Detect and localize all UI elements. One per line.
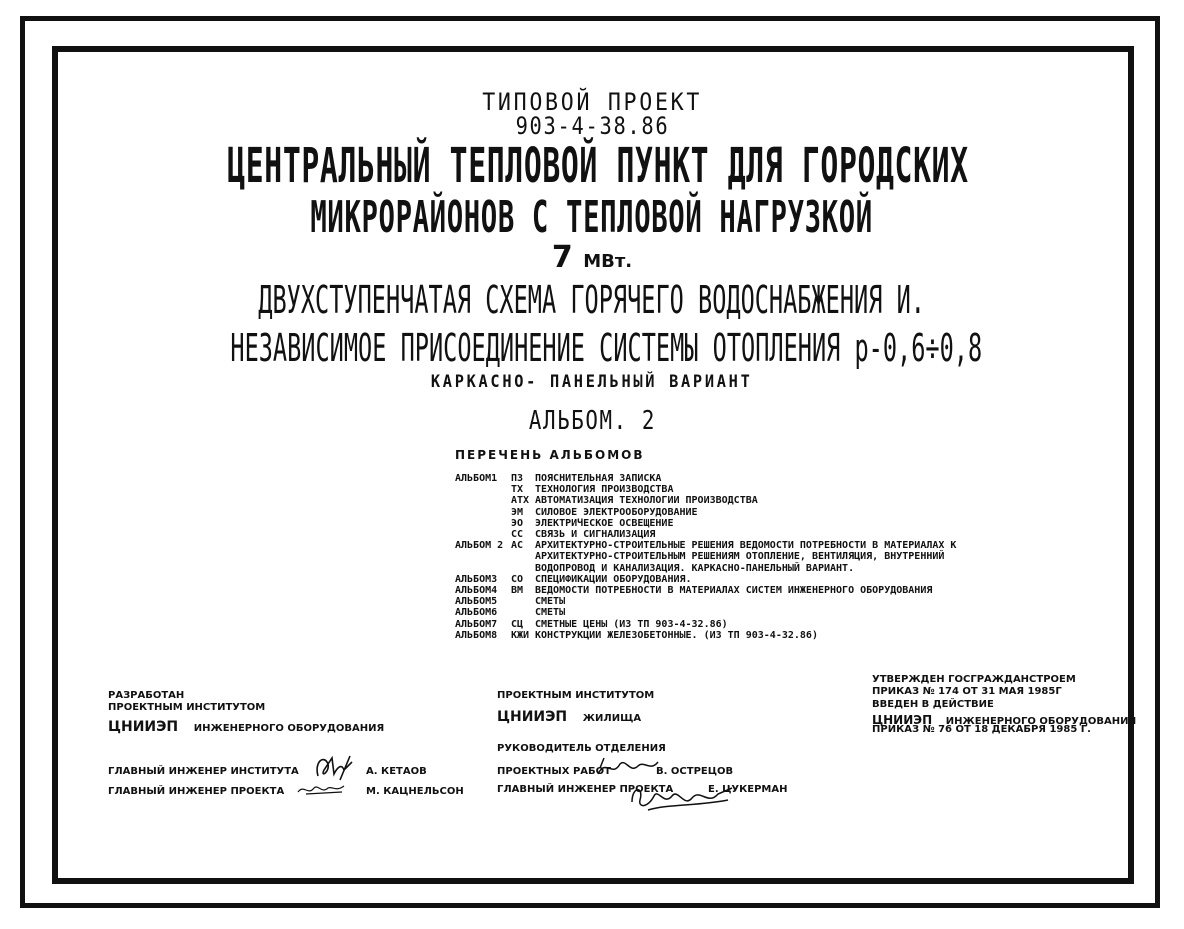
contents-album: АЛЬБОМ8 <box>455 629 498 641</box>
contents-code <box>511 596 535 607</box>
power-value: 7 <box>551 240 573 275</box>
contents-code: ЭО <box>511 517 524 529</box>
contents-album <box>455 563 511 574</box>
contents-code <box>511 607 535 618</box>
contents-text: СИЛОВОЕ ЭЛЕКТРООБОРУДОВАНИЕ <box>535 506 698 518</box>
power-unit: МВт. <box>583 251 633 272</box>
contents-album <box>455 551 511 562</box>
contents-row <box>455 630 956 641</box>
contents-album: АЛЬБОМ7 <box>455 618 498 630</box>
contents-text: СМЕТЫ <box>535 607 566 619</box>
contents-text: ВОДОПРОВОД И КАНАЛИЗАЦИЯ. КАРКАСНО-ПАНЕЛЬНЫЙ ВАРИАНТ. <box>535 562 855 574</box>
contents-row <box>455 574 956 585</box>
contents-row <box>455 585 956 596</box>
contents-code: СО <box>511 573 524 585</box>
contents-code: АС <box>511 540 524 552</box>
contents-text: СМЕТЫ <box>535 596 566 608</box>
contents-text: СПЕЦИФИКАЦИИ ОБОРУДОВАНИЯ. <box>535 573 692 585</box>
contents-code <box>511 563 535 574</box>
sign2-role: ГЛАВНЫЙ ИНЖЕНЕР ПРОЕКТА <box>108 786 285 797</box>
contents-code: КЖИ <box>511 629 530 641</box>
contents-album: АЛЬБОМ 2 <box>455 540 504 552</box>
contents-row <box>455 596 956 607</box>
approval-org-rest: ИНЖЕНЕРНОГО ОБОРУДОВАНИЯ <box>945 716 1137 727</box>
codev-head-label: РУКОВОДИТЕЛЬ ОТДЕЛЕНИЯ <box>497 743 666 754</box>
approval-line-3: ВВЕДЕН В ДЕЙСТВИЕ <box>872 699 994 710</box>
sign2-name: М. КАЦНЕЛЬСОН <box>366 786 464 797</box>
contents-code <box>511 551 535 562</box>
developer-line-2: ПРОЕКТНЫМ ИНСТИТУТОМ <box>108 702 266 713</box>
title-line-1: ЦЕНТРАЛЬНЫЙ ТЕПЛОВОЙ ПУНКТ ДЛЯ ГОРОДСКИХ <box>227 138 969 194</box>
signature-tsukerman <box>628 778 738 814</box>
contents-code: ЭМ <box>511 506 524 518</box>
contents-album: АЛЬБОМ6 <box>455 607 498 619</box>
contents-text: АРХИТЕКТУРНО-СТРОИТЕЛЬНЫЕ РЕШЕНИЯ ВЕДОМОСТИ ПОТРЕБНОСТИ В МАТЕРИАЛАХ К <box>535 540 957 552</box>
contents-text: КОНСТРУКЦИИ ЖЕЛЕЗОБЕТОННЫЕ. (ИЗ ТП 903-4-32.86) <box>535 629 818 641</box>
contents-list <box>455 473 956 641</box>
contents-code: СС <box>511 529 524 541</box>
codev-head-role: ПРОЕКТНЫХ РАБОТ <box>497 766 611 777</box>
codev-org-name: ЦНИИЭП <box>497 709 568 725</box>
contents-text: ТЕХНОЛОГИЯ ПРОИЗВОДСТВА <box>535 484 674 496</box>
contents-album <box>455 518 511 529</box>
approval-line-2: ПРИКАЗ № 174 ОТ 31 МАЯ 1985Г <box>872 686 1062 697</box>
developer-org-rest: ИНЖЕНЕРНОГО ОБОРУДОВАНИЯ <box>193 723 385 734</box>
signature-katsnelson <box>296 780 348 800</box>
project-series: ТИПОВОЙ ПРОЕКТ <box>482 88 702 116</box>
contents-code: АТХ <box>511 495 530 507</box>
signature-ostretsov <box>596 754 660 780</box>
contents-row <box>455 607 956 618</box>
subtitle-line-1: ДВУХСТУПЕНЧАТАЯ СХЕМА ГОРЯЧЕГО ВОДОСНАБЖЕНИЯ И. <box>258 278 926 322</box>
contents-album: АЛЬБОМ5 <box>455 596 498 608</box>
contents-album <box>455 495 511 506</box>
title-line-2: МИКРОРАЙОНОВ С ТЕПЛОВОЙ НАГРУЗКОЙ <box>310 192 874 243</box>
contents-album: АЛЬБОМ4 <box>455 585 498 597</box>
codev-org-rest: ЖИЛИЩА <box>582 713 642 724</box>
contents-album <box>455 484 511 495</box>
contents-row <box>455 495 956 506</box>
contents-row <box>455 529 956 540</box>
developer-org <box>108 716 384 735</box>
contents-row <box>455 563 956 574</box>
contents-text: АВТОМАТИЗАЦИЯ ТЕХНОЛОГИИ ПРОИЗВОДСТВА <box>535 495 758 507</box>
contents-text: ПОЯСНИТЕЛЬНАЯ ЗАПИСКА <box>535 473 662 484</box>
contents-text: АРХИТЕКТУРНО-СТРОИТЕЛЬНЫМ РЕШЕНИЯМ ОТОПЛЕНИЕ, ВЕНТИЛЯЦИЯ, ВНУТРЕННИЙ <box>535 551 945 563</box>
contents-row <box>455 540 956 551</box>
approval-line-5: ПРИКАЗ № 76 ОТ 18 ДЕКАБРЯ 1985 Г. <box>872 724 1091 735</box>
contents-album: АЛЬБОМ1 <box>455 473 498 484</box>
contents-album <box>455 507 511 518</box>
contents-row <box>455 518 956 529</box>
contents-text: СВЯЗЬ И СИГНАЛИЗАЦИЯ <box>535 529 656 541</box>
codev-chief-role: ГЛАВНЫЙ ИНЖЕНЕР ПРОЕКТА <box>497 784 674 795</box>
sign1-name: А. КЕТАОВ <box>366 766 427 777</box>
sign1-role: ГЛАВНЫЙ ИНЖЕНЕР ИНСТИТУТА <box>108 766 299 777</box>
contents-text: ВЕДОМОСТИ ПОТРЕБНОСТИ В МАТЕРИАЛАХ СИСТЕМ ИНЖЕНЕРНОГО ОБОРУДОВАНИЯ <box>535 585 933 597</box>
power-rating <box>0 240 1184 275</box>
contents-album: АЛЬБОМ3 <box>455 573 498 585</box>
contents-row <box>455 619 956 630</box>
contents-row <box>455 484 956 495</box>
codev-head-name: В. ОСТРЕЦОВ <box>656 766 734 777</box>
approval-org-name: ЦНИИЭП <box>872 713 933 727</box>
album-number: АЛЬБОМ. 2 <box>528 406 656 436</box>
contents-code: ВМ <box>511 585 524 597</box>
contents-album <box>455 529 511 540</box>
codev-org <box>497 706 641 725</box>
contents-code: ТХ <box>511 484 524 496</box>
contents-row <box>455 551 956 562</box>
codev-line-1: ПРОЕКТНЫМ ИНСТИТУТОМ <box>497 690 655 701</box>
developer-org-name: ЦНИИЭП <box>108 719 179 735</box>
subtitle-line-2: НЕЗАВИСИМОЕ ПРИСОЕДИНЕНИЕ СИСТЕМЫ ОТОПЛЕНИЯ р-0,6÷0,8 <box>230 326 983 370</box>
contents-code: ПЗ <box>511 473 524 484</box>
contents-row <box>455 473 956 484</box>
contents-row <box>455 507 956 518</box>
project-number: 903-4-38.86 <box>515 112 669 140</box>
contents-text: ЭЛЕКТРИЧЕСКОЕ ОСВЕЩЕНИЕ <box>535 517 674 529</box>
codev-chief-name: Е. ЦУКЕРМАН <box>708 784 788 795</box>
developer-line-1: РАЗРАБОТАН <box>108 690 185 701</box>
contents-heading: ПЕРЕЧЕНЬ АЛЬБОМОВ <box>455 448 645 462</box>
contents-text: СМЕТНЫЕ ЦЕНЫ (ИЗ ТП 903-4-32.86) <box>535 618 728 630</box>
variant-label: КАРКАСНО- ПАНЕЛЬНЫЙ ВАРИАНТ <box>431 372 753 392</box>
contents-code: СЦ <box>511 618 524 630</box>
approval-line-1: УТВЕРЖДЕН ГОСГРАЖДАНСТРОЕМ <box>872 674 1076 685</box>
